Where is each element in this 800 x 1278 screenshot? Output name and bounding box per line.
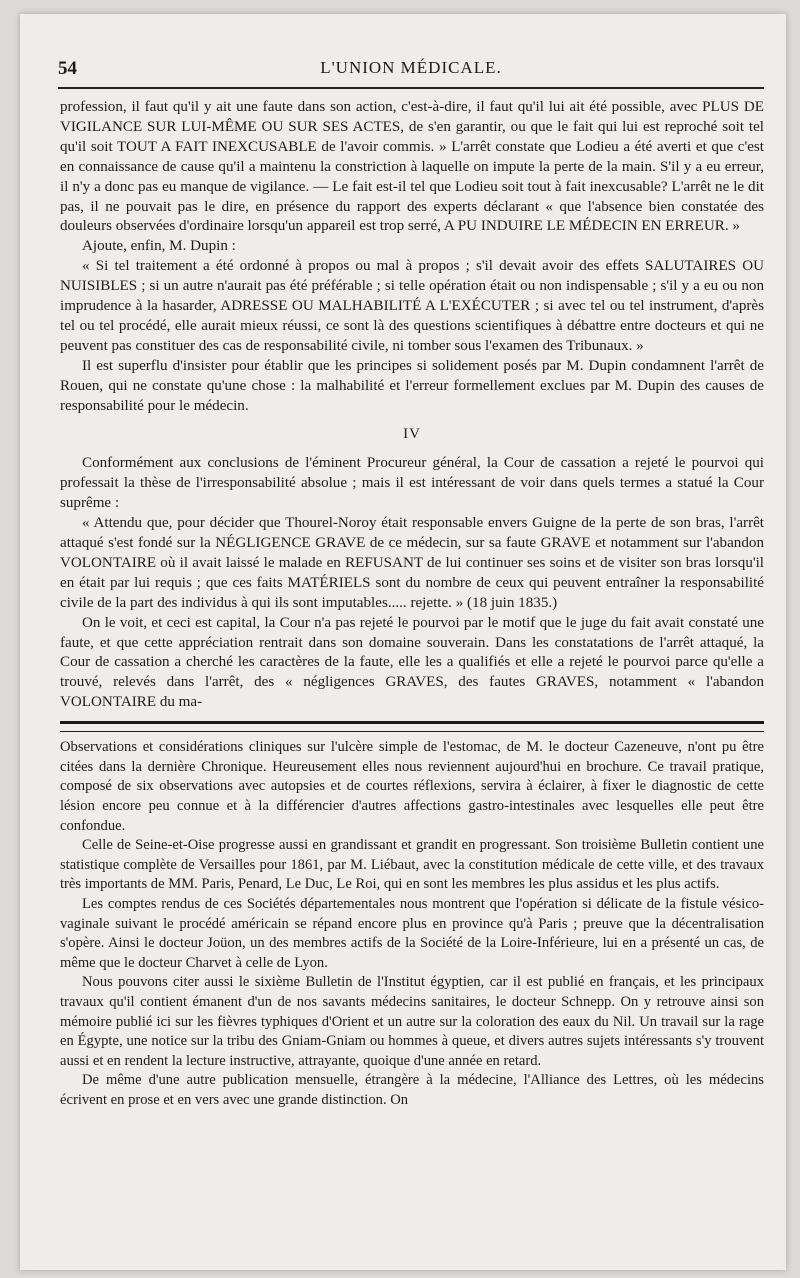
body-paragraph: Ajoute, enfin, M. Dupin : — [82, 238, 236, 255]
page-header — [58, 58, 764, 86]
feuilleton-paragraph: Nous pouvons citer aussi le sixième Bulletin de l'Institut égyptien, car il est publié en français, et les principaux travaux qu'il contient émanent d'un de nos savants médecins sanitaires, le docteur Schnepp. On y retrouve ainsi son mémoire publié ici sur les fièvres typhiques d'Orient et un autre sur la coloration des eaux du Nil. Un travail sur la rage en Égypte, une notice sur la tribu des Gniam-Gniam ou hommes à queue, et divers autres sujets intéressants s'y trouvent aussi et en rendent la lecture instructive, attrayante, quoique d'une année en retard. — [60, 974, 764, 1069]
body-paragraph: Conformément aux conclusions de l'éminent Procureur général, la Cour de cassation a rejeté le pourvoi qui professait la thèse de l'irresponsabilité absolue ; mais il est intéressant de voir dans quels termes a statué la Cour suprême : — [60, 455, 764, 512]
quote-paragraph: « Attendu que, pour décider que Thourel-Noroy était responsable envers Guigne de la perte de son bras, l'arrêt attaqué s'est fondé sur la NÉGLIGENCE GRAVE de ce médecin, sur sa faute GRAVE et notamment sur l'abandon VOLONTAIRE où il avait laissé le malade en REFUSANT de lui continuer ses soins et de visiter son bras lorsqu'il en était par lui requis ; que ces faits MATÉRIELS sont du nombre de ceux qui peuvent entraîner la responsabilité civile de la part des individus à qui ils sont imputables..... rejette. » (18 juin 1835.) — [60, 515, 764, 611]
feuilleton-separator — [60, 721, 764, 732]
feuilleton-paragraph: Observations et considérations cliniques sur l'ulcère simple de l'estomac, de M. le docteur Cazeneuve, n'ont pu être citées dans la dernière Chronique. Heureusement elles nous reviennent aujourd'hui en brochure. Ce travail pratique, composé de six observations avec autopsies et de courtes réflexions, servira à éclairer, à fixer le diagnostic de cette lésion encore peu connue et à la différencier d'autres affections gastro-intestinales avec lesquelles elle peut être confondue. — [60, 739, 764, 834]
body-paragraph: Il est superflu d'insister pour établir que les principes si solidement posés par M. Dupin condamnent l'arrêt de Rouen, qui ne constate qu'une chose : la malhabilité et l'erreur formellement exclues par M. Dupin des causes de responsabilité pour le médecin. — [60, 357, 764, 414]
feuilleton-paragraph: De même d'une autre publication mensuelle, étrangère à la médecine, l'Alliance des Lettres, où les médecins écrivent en prose et en vers avec une grande distinction. On — [60, 1072, 764, 1108]
document-page — [20, 14, 786, 1270]
running-title: L'UNION MÉDICALE. — [320, 58, 502, 77]
body-paragraph: On le voit, et ceci est capital, la Cour n'a pas rejeté le pourvoi par le motif que le juge du fait avait constaté une faute, et que cette appréciation rentrait dans son domaine souverain. Dans les constatations de l'arrêt attaqué, la Cour de cassation a cherché les caractères de la faute, elle les a qualifiés et elle a rejeté le pourvoi parce qu'elle a trouvé, relevés dans l'arrêt, des « négligences GRAVES, des fautes GRAVES, notamment « l'abandon VOLONTAIRE du ma- — [60, 614, 764, 711]
page-number: 54 — [58, 58, 77, 79]
feuilleton — [60, 738, 764, 1110]
section-heading: IV — [403, 425, 421, 442]
feuilleton-paragraph: Les comptes rendus de ces Sociétés départementales nous montrent que l'opération si délicate de la fistule vésico-vaginale suivant le procédé américain se répand encore plus en province qu'à Paris ; preuve que la décentralisation s'opère. Ainsi le docteur Joüon, un des membres actifs de la Société de la Loire-Inférieure, lui en a présenté un cas, de même que le docteur Charvet à celle de Lyon. — [60, 895, 764, 971]
feuilleton-paragraph: Celle de Seine-et-Oise progresse aussi en grandissant et grandit en progressant. Son troisième Bulletin contient une statistique complète de Versailles pour 1861, par M. Liébaut, avec la constitution médicale de cette ville, et des travaux très importants de MM. Paris, Penard, Le Duc, Le Roi, qui en sont les membres les plus assidus et les plus actifs. — [60, 837, 764, 893]
body-paragraph: profession, il faut qu'il y ait une faute dans son action, c'est-à-dire, il faut qu'il lui ait été possible, avec PLUS DE VIGILANCE SUR LUI-MÊME OU SUR SES ACTES, de s'en garantir, ou que le fait qui lui est reproché soit tel qu'il soit TOUT A FAIT INEXCUSABLE de l'avoir commis. » L'arrêt constate que Lodieu a été averti et que c'est en connaissance de cause qu'il a maintenu la constriction à laquelle on impute la perte de la main. S'il y a eu erreur, il n'y a donc pas eu manque de vigilance. — Le fait est-il tel que Lodieu soit tout à fait inexcusable? L'arrêt ne le dit pas, il ne pouvait pas le dire, en présence du rapport des experts déclarant « que l'absence bien constatée des douleurs observées d'ordinaire lorsqu'un appareil est trop serré, A PU INDUIRE LE MÉDECIN EN ERREUR. » — [60, 99, 764, 235]
main-content — [60, 98, 764, 1110]
header-rule — [58, 87, 764, 89]
quote-paragraph: « Si tel traitement a été ordonné à propos ou mal à propos ; s'il devait avoir des effets SALUTAIRES OU NUISIBLES ; si un autre n'aurait pas été préférable ; si telle opération était ou non indispensable ; s'il y a eu ou non imprudence à la hasarder, ADRESSE OU MALHABILITÉ A L'EXÉCUTER ; si avec tel ou tel instrument, d'après tel ou tel procédé, elle aurait mieux réussi, ce sont là des questions scientifiques à débattre entre docteurs et qui ne peuvent pas constituer des cas de responsabilité civile, ni tomber sous l'examen des Tribunaux. » — [60, 258, 764, 354]
